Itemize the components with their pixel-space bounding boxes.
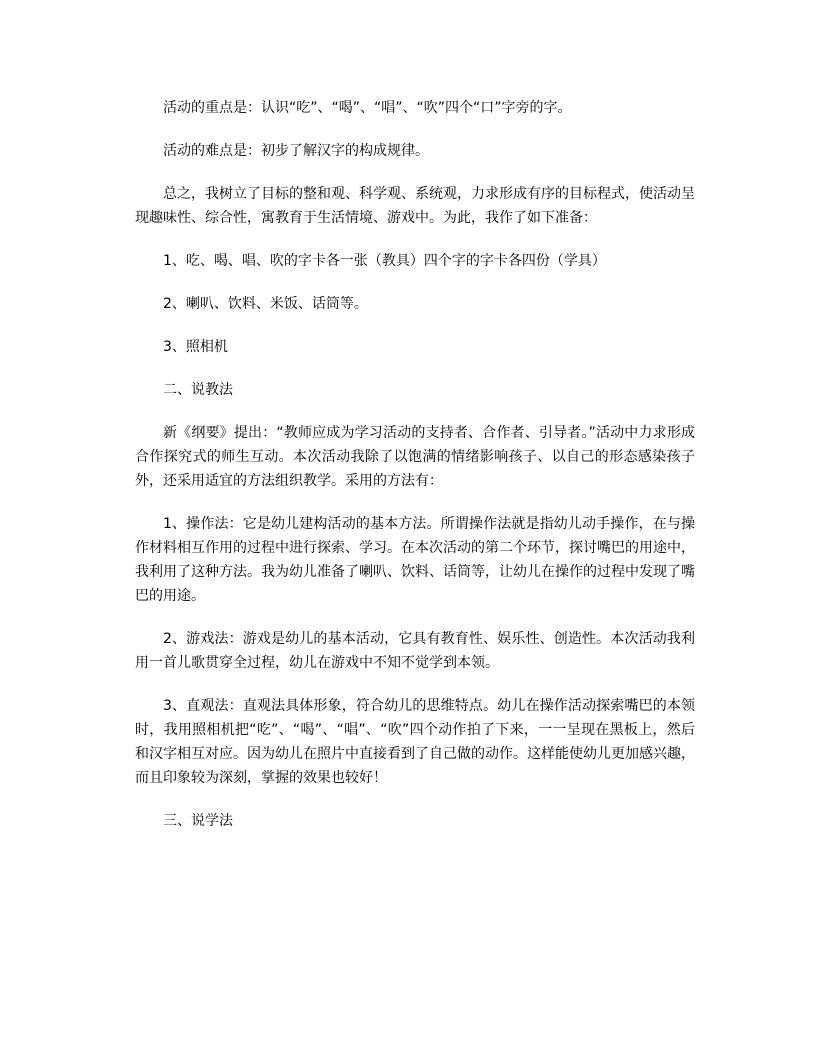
list-item-method-game: 2、游戏法：游戏是幼儿的基本活动，它具有教育性、娱乐性、创造性。本次活动我利用一首儿歌贯穿全过程，幼儿在游戏中不知不觉学到本领。 xyxy=(135,631,695,671)
list-item-preparation-3: 3、照相机 xyxy=(163,339,228,355)
section-heading-teaching-methods: 二、说教法 xyxy=(163,382,233,398)
list-item-preparation-1: 1、吃、喝、唱、吹的字卡各一张（教具）四个字的字卡各四份（学具） xyxy=(163,253,606,269)
section-heading-learning-methods: 三、说学法 xyxy=(163,813,233,829)
list-item-preparation-2: 2、喇叭、饮料、米饭、话筒等。 xyxy=(163,296,368,312)
paragraph-summary: 总之，我树立了目标的整和观、科学观、系统观，力求形成有序的目标程式，使活动呈现趣味性、综合性，寓教育于生活情境、游戏中。为此，我作了如下准备： xyxy=(135,186,695,226)
paragraph-difficulty: 活动的难点是：初步了解汉字的构成规律。 xyxy=(163,143,429,159)
paragraph-guidelines: 新《纲要》提出：“教师应成为学习活动的支持者、合作者、引导者。”活动中力求形成合作探究式的师生互动。本次活动我除了以饱满的情绪影响孩子、以自己的形态感染孩子外，还采用适宜的方法组织教学。采用的方法有： xyxy=(135,425,695,489)
list-item-method-operation: 1、操作法：它是幼儿建构活动的基本方法。所谓操作法就是指幼儿动手操作，在与操作材料相互作用的过程中进行探索、学习。在本次活动的第二个环节，探讨嘴巴的用途中，我利用了这种方法。我为幼儿准备了喇叭、饮料、话筒等，让幼儿在操作的过程中发现了嘴巴的用途。 xyxy=(135,516,695,604)
document-page xyxy=(135,96,695,852)
paragraph-key-points: 活动的重点是：认识“吃”、“喝”、“唱”、“吹”四个“口”字旁的字。 xyxy=(163,100,572,116)
list-item-method-visual: 3、直观法：直观法具体形象，符合幼儿的思维特点。幼儿在操作活动探索嘴巴的本领时，我用照相机把“吃”、“喝”、“唱”、“吹”四个动作拍了下来，一一呈现在黑板上，然后和汉字相互对应。因为幼儿在照片中直接看到了自己做的动作。这样能使幼儿更加感兴趣，而且印象较为深刻，掌握的效果也较好！ xyxy=(135,698,695,786)
